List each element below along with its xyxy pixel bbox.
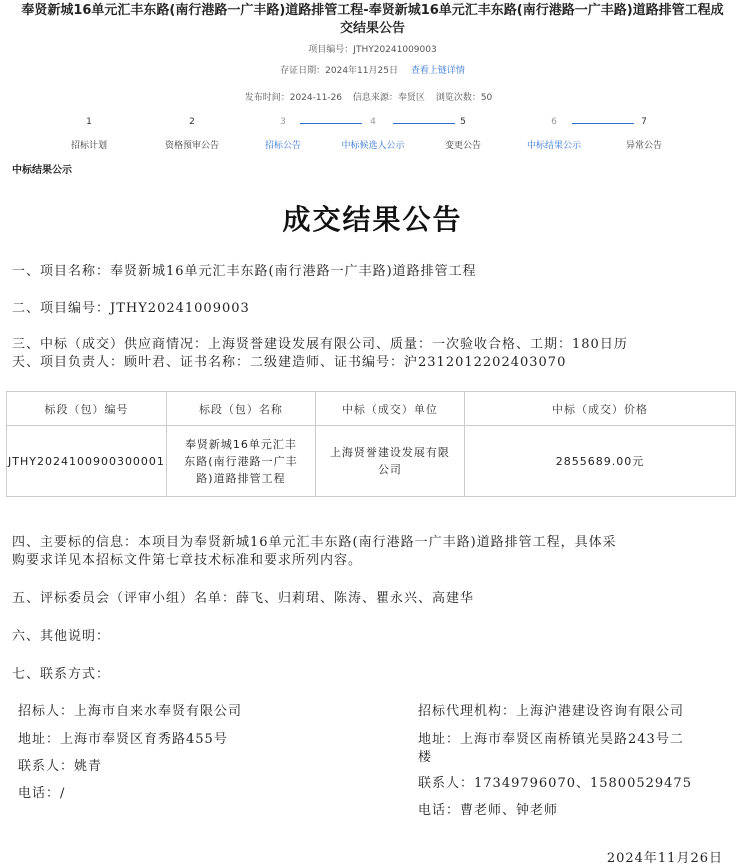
result-table (6, 391, 736, 497)
item-project-name: 一、项目名称：奉贤新城16单元汇丰东路(南行港路一广丰路)道路排管工程 (12, 264, 477, 279)
document-date: 2024年11月26日 (606, 851, 723, 866)
table-header: 标段（包）名称 (166, 392, 315, 426)
contact-tenderer-phone: 电话：/ (18, 786, 66, 801)
table-header: 中标（成交）单位 (315, 392, 464, 426)
process-steps (0, 117, 745, 157)
info-source: 信息来源：奉贤区 (352, 93, 425, 103)
contact-agency-address: 地址：上海市奉贤区南桥镇光昊路243号二 (418, 732, 684, 747)
step-change-notice[interactable]: 5 变更公告 (444, 117, 481, 151)
step-bid-plan[interactable]: 1 招标计划 (70, 117, 107, 151)
contact-tenderer-person: 联系人：姚青 (18, 759, 103, 774)
section-heading: 中标结果公示 (12, 165, 72, 176)
view-chain-details-link[interactable]: 查看上链详情 (410, 66, 465, 76)
table-row (7, 426, 736, 497)
deposit-date: 存证日期：2024年11月25日 (280, 66, 398, 76)
step-prequalification[interactable]: 2 资格预审公告 (164, 117, 219, 151)
project-code: 项目编号：JTHY20241009003 (308, 45, 437, 55)
contact-tenderer: 招标人：上海市自来水奉贤有限公司 (18, 704, 243, 719)
item-project-code: 二、项目编号：JTHY20241009003 (12, 301, 250, 316)
item-main-info-line1: 四、主要标的信息：本项目为奉贤新城16单元汇丰东路(南行港路一广丰路)道路排管工程，具体采 (12, 535, 617, 550)
page-header (0, 2, 745, 103)
document-title: 成交结果公告 (282, 203, 463, 236)
table-cell: 奉贤新城16单元汇丰东路(南行港路一广丰路)道路排管工程 (166, 426, 315, 497)
view-count: 浏览次数：50 (435, 93, 493, 103)
contact-tenderer-address: 地址：上海市奉贤区育秀路455号 (18, 732, 228, 747)
step-tender-notice[interactable]: 3 招标公告 (264, 117, 301, 151)
step-exception-notice[interactable]: 7 异常公告 (625, 117, 662, 151)
item-committee: 五、评标委员会（评审小组）名单：薛飞、归莉珺、陈涛、瞿永兴、高建华 (12, 591, 475, 606)
page-title: 奉贤新城16单元汇丰东路(南行港路一广丰路)道路排管工程-奉贤新城16单元汇丰东路(南行港路一广丰路)道路排管工程成交结果公告 (21, 3, 724, 36)
table-header-row (7, 392, 736, 426)
table-cell: 上海贤誉建设发展有限公司 (315, 426, 464, 497)
contact-agency: 招标代理机构：上海沪港建设咨询有限公司 (418, 704, 685, 719)
contact-agency-address-cont: 楼 (418, 750, 433, 765)
table-header: 标段（包）编号 (7, 392, 167, 426)
item-main-info-line2: 购要求详见本招标文件第七章技术标准和要求所列内容。 (12, 553, 363, 568)
contact-agency-person: 联系人：17349796070、15800529475 (418, 776, 692, 791)
item-contact-heading: 七、联系方式： (12, 667, 111, 682)
publish-info (0, 90, 745, 103)
publish-time: 发布时间：2024-11-26 (244, 93, 343, 103)
table-cell: 2855689.00元 (464, 426, 735, 497)
table-header: 中标（成交）价格 (464, 392, 735, 426)
item-other: 六、其他说明： (12, 629, 111, 644)
step-result-notice[interactable]: 6 中标结果公示 (526, 117, 581, 151)
contact-agency-phone: 电话：曹老师、钟老师 (418, 803, 559, 818)
step-candidate-notice[interactable]: 4 中标候选人公示 (341, 117, 405, 151)
item-supplier-line2: 天、项目负责人：顾叶君、证书名称：二级建造师、证书编号：沪231201220240307​0 (12, 355, 567, 370)
table-cell: JTHY2024100900300001 (7, 426, 167, 497)
item-supplier-line1: 三、中标（成交）供应商情况：上海贤誉建设发展有限公司、质量：一次验收合格、工期：180日历 (12, 337, 628, 352)
deposit-row (0, 63, 745, 76)
